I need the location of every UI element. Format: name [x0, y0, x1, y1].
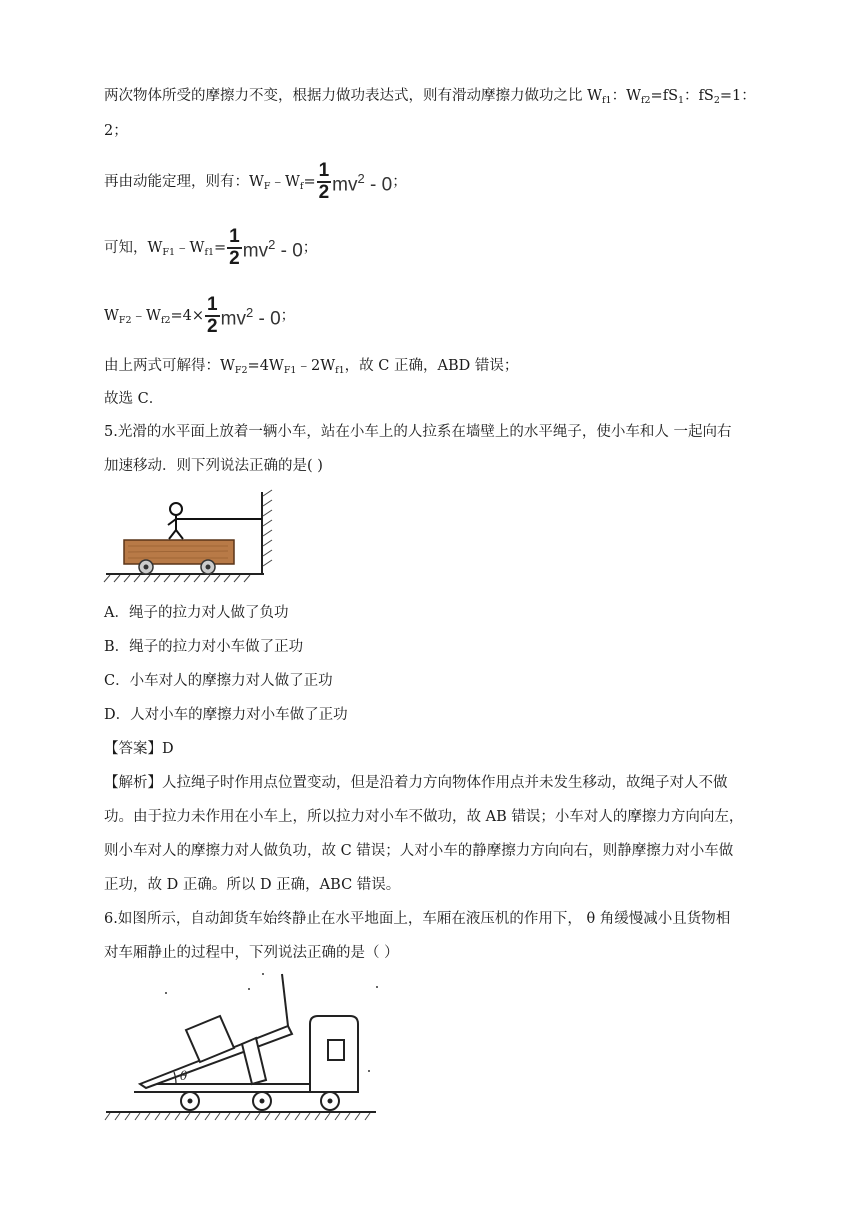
- cart-wall-rope-figure: [100, 488, 290, 588]
- truck-cab: [310, 1016, 358, 1092]
- q5-option-d: D．人对小车的摩擦力对小车做了正功: [104, 707, 348, 723]
- wall-hatching: [263, 490, 272, 566]
- kinetic-energy-term: $mv^2 - 0$: [220, 305, 281, 330]
- person-figure: [168, 503, 188, 539]
- ground-hatching: [104, 575, 250, 582]
- solution-conclusion: 故选 C．: [104, 391, 164, 407]
- solution-line-6: 由上两式可解得：$W_{F2}=4W_{F1}﹣2W_{f1}$，故 C 正确，ABD 错误；: [104, 358, 519, 376]
- q5-option-c: C．小车对人的摩擦力对人做了正功: [104, 673, 333, 689]
- solution-line-4: 可知，$W_{F1}﹣W_{f1}=$ $\frac{1}{2}$ $mv^2 - 0$；: [104, 222, 764, 268]
- one-half-fraction: $\frac{1}{2}$: [318, 160, 330, 204]
- kinetic-energy-term: $mv^2 - 0$: [242, 237, 303, 262]
- solution-line-2: 2；: [104, 123, 128, 139]
- q5-stem-line-2: 加速移动．则下列说法正确的是( ): [104, 458, 323, 474]
- solution-line-1: 两次物体所受的摩擦力不变，根据力做功表达式，则有滑动摩擦力做功之比 $W_{f1}$：$W_{f2}=fS_1$：$fS_2=1$：: [104, 88, 756, 106]
- solution-line-3: 再由动能定理，则有：$W_F﹣W_f=$ $\frac{1}{2}$ $mv^2 - 0$；: [104, 156, 764, 202]
- q5-option-b: B．绳子的拉力对小车做了正功: [104, 639, 304, 655]
- q6-stem-line-2: 对车厢静止的过程中，下列说法正确的是（ ）: [104, 945, 399, 961]
- q5-explanation-line-2: 功。由于拉力未作用在小车上，所以拉力对小车不做功，故 AB 错误；小车对人的摩擦力方向向左，: [104, 809, 744, 825]
- dump-truck-figure: [100, 968, 390, 1128]
- q6-stem-line-1: 6.如图所示，自动卸货车始终静止在水平地面上，车厢在液压机的作用下， θ 角缓慢减小且货物相: [104, 911, 731, 927]
- q5-explanation-line-4: 正功，故 D 正确。所以 D 正确，ABC 错误。: [104, 877, 401, 893]
- q5-option-a: A．绳子的拉力对人做了负功: [104, 605, 289, 621]
- q5-stem-line-1: 5.光滑的水平面上放着一辆小车，站在小车上的人拉系在墙壁上的水平绳子，使小车和人 一起向右: [104, 424, 732, 440]
- ground-hatching: [105, 1113, 370, 1120]
- bed-tailgate: [282, 974, 288, 1026]
- kinetic-energy-term: $mv^2 - 0$: [332, 171, 393, 196]
- solution-line-5: $W_{F2}﹣W_{f2}=4\times$ $\frac{1}{2}$ $mv^2 - 0$；: [104, 290, 764, 336]
- truck-chassis: [134, 1084, 310, 1092]
- q5-explanation-line-1: 【解析】人拉绳子时作用点位置变动，但是沿着力方向物体作用点并未发生移动，故绳子对人不做: [104, 775, 728, 791]
- q5-explanation-line-3: 则小车对人的摩擦力对人做负功，故 C 错误；人对小车的静摩擦力方向向右，则静摩擦力对小车做: [104, 843, 734, 859]
- one-half-fraction: $\frac{1}{2}$: [229, 226, 240, 270]
- q5-answer: 【答案】D: [104, 741, 174, 757]
- one-half-fraction: $\frac{1}{2}$: [207, 294, 218, 338]
- angle-theta-label: θ: [180, 1069, 188, 1083]
